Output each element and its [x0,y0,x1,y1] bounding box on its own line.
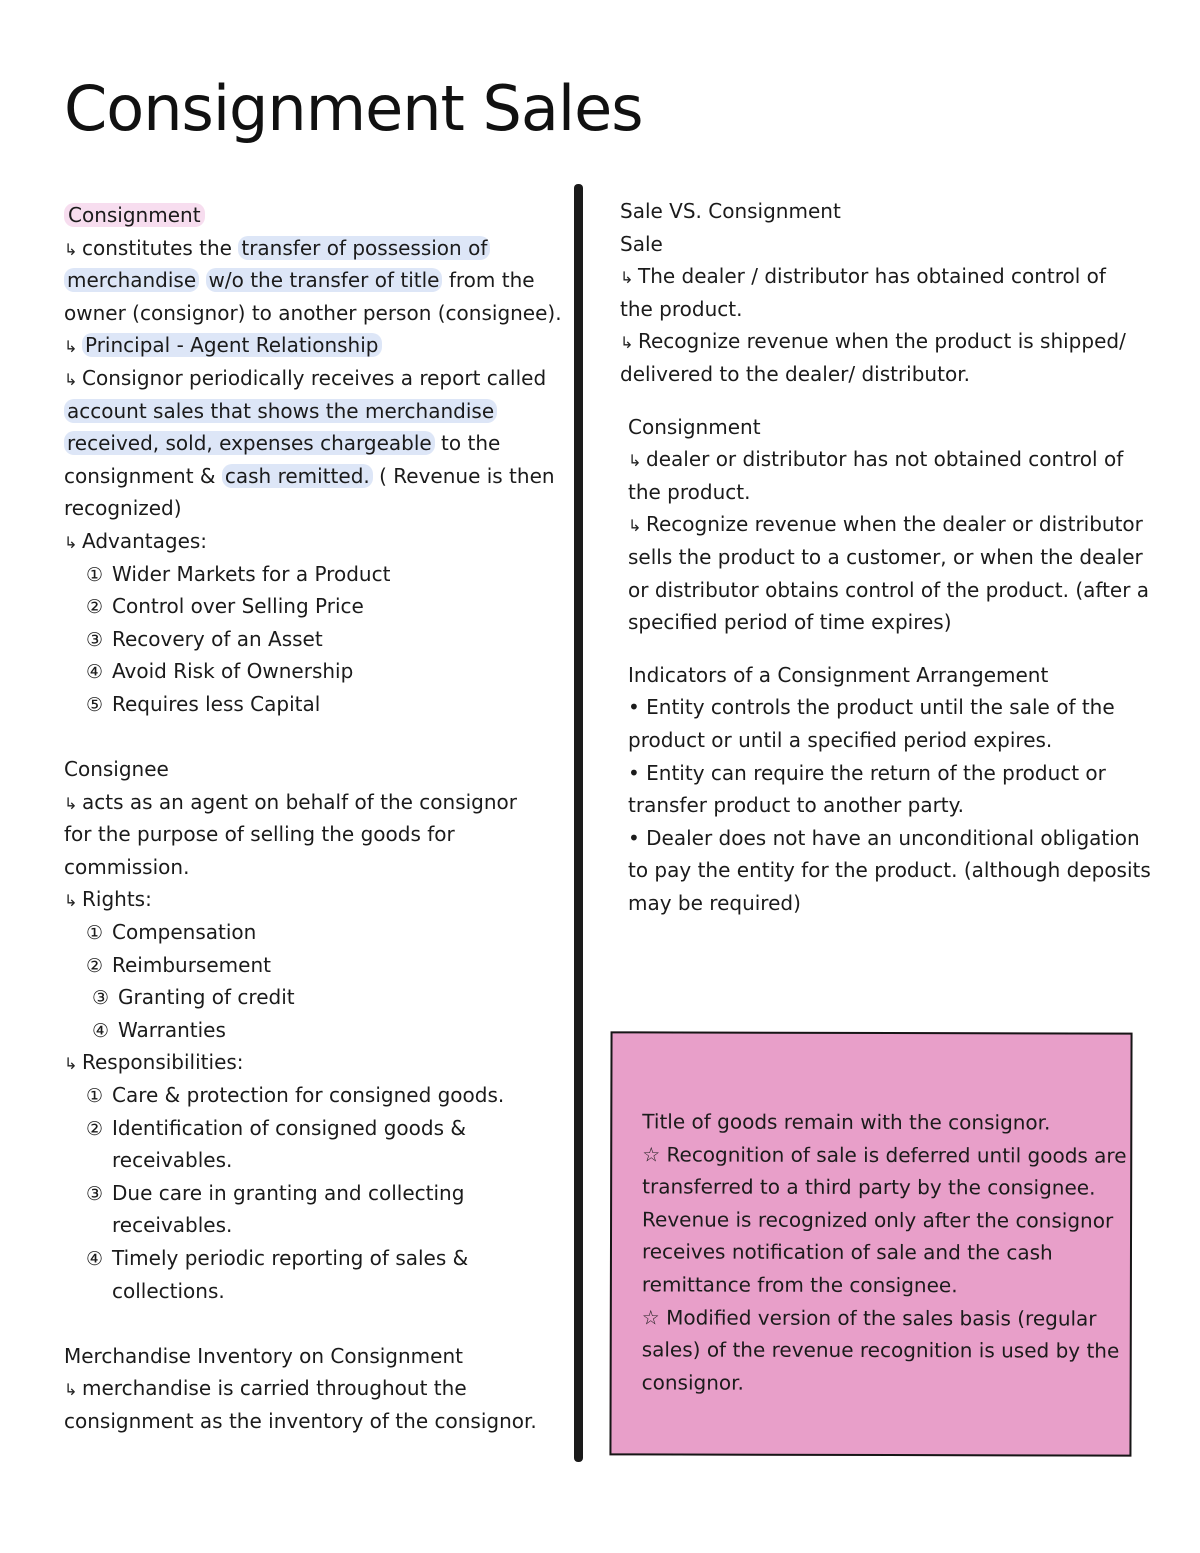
sub-arrow-icon: ↳ [628,451,642,471]
inventory-heading: Merchandise Inventory on Consignment [64,1343,463,1368]
list-item: ① Wider Markets for a Product [64,558,564,591]
number-icon: ① [86,563,104,586]
vs-heading: Sale VS. Consignment [620,199,841,223]
principal-agent: Principal - Agent Relationship [82,333,382,357]
list-item: ① Care & protection for consigned goods. [64,1079,564,1112]
list-item: ③ Due care in granting and collecting [64,1177,564,1210]
sub-arrow-icon: ↳ [64,239,78,259]
right-column: Sale VS. Consignment Sale ↳ The dealer / distributor has obtained control of the product. ↳ Recognize revenue when the product is shipped/ delivered to the dealer/ distributor. Consignment ↳ dealer or distributor has not obtained control of the product. ↳ Recognize revenue when the dealer or distributor sells the product to a customer, or when the dealer or distributor obtains control of the product. (after a specified period of time expires) Indicators of a Consignment Arrangement • Entity controls the product until the sale of the product or until a specified period expires. • Entity can require the return of the product or transfer product to another party. • Dealer does not have an unconditional obligation to pay the entity for the product. (although deposits may be required) [620,199,1151,915]
number-icon: ⑤ [86,693,104,716]
number-icon: ① [86,1085,104,1108]
consignment-heading: Consignment [64,203,205,227]
number-icon: ② [86,596,104,619]
number-icon: ③ [86,628,104,651]
sub-arrow-icon: ↳ [620,333,634,353]
sale-heading: Sale [620,231,663,256]
sub-arrow-icon: ↳ [64,369,78,389]
sub-arrow-icon: ↳ [64,337,78,357]
sub-arrow-icon: ↳ [64,532,78,552]
sub-arrow-icon: ↳ [64,891,78,911]
list-item: ④ Warranties [64,1014,564,1047]
bullet-icon: • [628,760,647,785]
number-icon: ② [86,954,104,977]
page-title: Consignment Sales [64,72,643,145]
sub-arrow-icon: ↳ [620,268,634,288]
number-icon: ④ [86,1248,104,1270]
column-divider [574,184,583,1462]
list-item: ④ Avoid Risk of Ownership [64,655,564,688]
list-item: ② Control over Selling Price [64,590,564,623]
number-icon: ③ [86,1182,104,1205]
responsibilities-label: Responsibilities: [82,1050,244,1075]
indicators-heading: Indicators of a Consignment Arrangement [628,662,1049,687]
sub-arrow-icon: ↳ [628,516,642,536]
number-icon: ③ [92,987,110,1010]
rights-label: Rights: [82,887,152,912]
number-icon: ② [86,1117,104,1140]
list-item: ① Compensation [64,916,564,949]
bullet-icon: • [628,695,647,720]
list-item: ⑤ Requires less Capital [64,688,564,721]
number-icon: ① [86,922,104,945]
sub-arrow-icon: ↳ [64,793,78,813]
number-icon: ④ [92,1019,110,1042]
list-item: ② Identification of consigned goods & [64,1112,564,1145]
bullet-icon: • [628,825,647,850]
sub-arrow-icon: ↳ [64,1054,78,1074]
advantages-label: Advantages: [82,528,208,553]
number-icon: ④ [86,661,104,684]
left-column: Consignment ↳ constitutes the transfer of possession of merchandise w/o the transfer of title from the owner (consignor) to another person (consignee). ↳ Principal - Agent Relationship ↳ Consignor periodically receives a report called account sales that shows the merchandise received, sold, expenses chargeable to the consignment & cash remitted. ( Revenue is then recognized) ↳ Advantages: ① Wider Markets for a Product ② Control over Selling Price ③ Recovery of an Asset ④ Avoid Risk of Ownership ⑤ Requires less Capital Consignee ↳ acts as an agent on behalf of the consignor for the purpose of selling the goods for commission. ↳ Rights: ① Compensation ② Reimbursement ③ Granting of credit ④ Warranties ↳ Responsibilities: ① Care & protection for consigned goods. ② Identification of consigned goods & receivables. ③ Due care in granting and collecting receivables. ④ Timely periodic reporting of sales & collections. Merchandise Inventory on Consignment ↳ merchandise is carried throughout the consignment as the inventory of the consignor. [64,199,564,1438]
list-item: ③ Granting of credit [64,981,564,1014]
list-item: ③ Recovery of an Asset [64,623,564,656]
list-item: ④ Timely periodic reporting of sales & [64,1242,564,1275]
sub-arrow-icon: ↳ [64,1380,78,1400]
consignment-subheading: Consignment [628,414,761,439]
consignee-heading: Consignee [64,757,169,782]
summary-box: Title of goods remain with the consignor. ☆ Recognition of sale is deferred until goods are transferred to a third party by the consignee. Revenue is recognized only after the consignor receives notification of sale and the cash remittance from the consignee. ☆ Modified version of the sales basis (regular sales) of the revenue recognition is used by the consignor. [609,1031,1132,1456]
star-icon: ☆ [642,1141,667,1167]
star-icon: ☆ [641,1304,667,1330]
list-item: ② Reimbursement [64,949,564,982]
